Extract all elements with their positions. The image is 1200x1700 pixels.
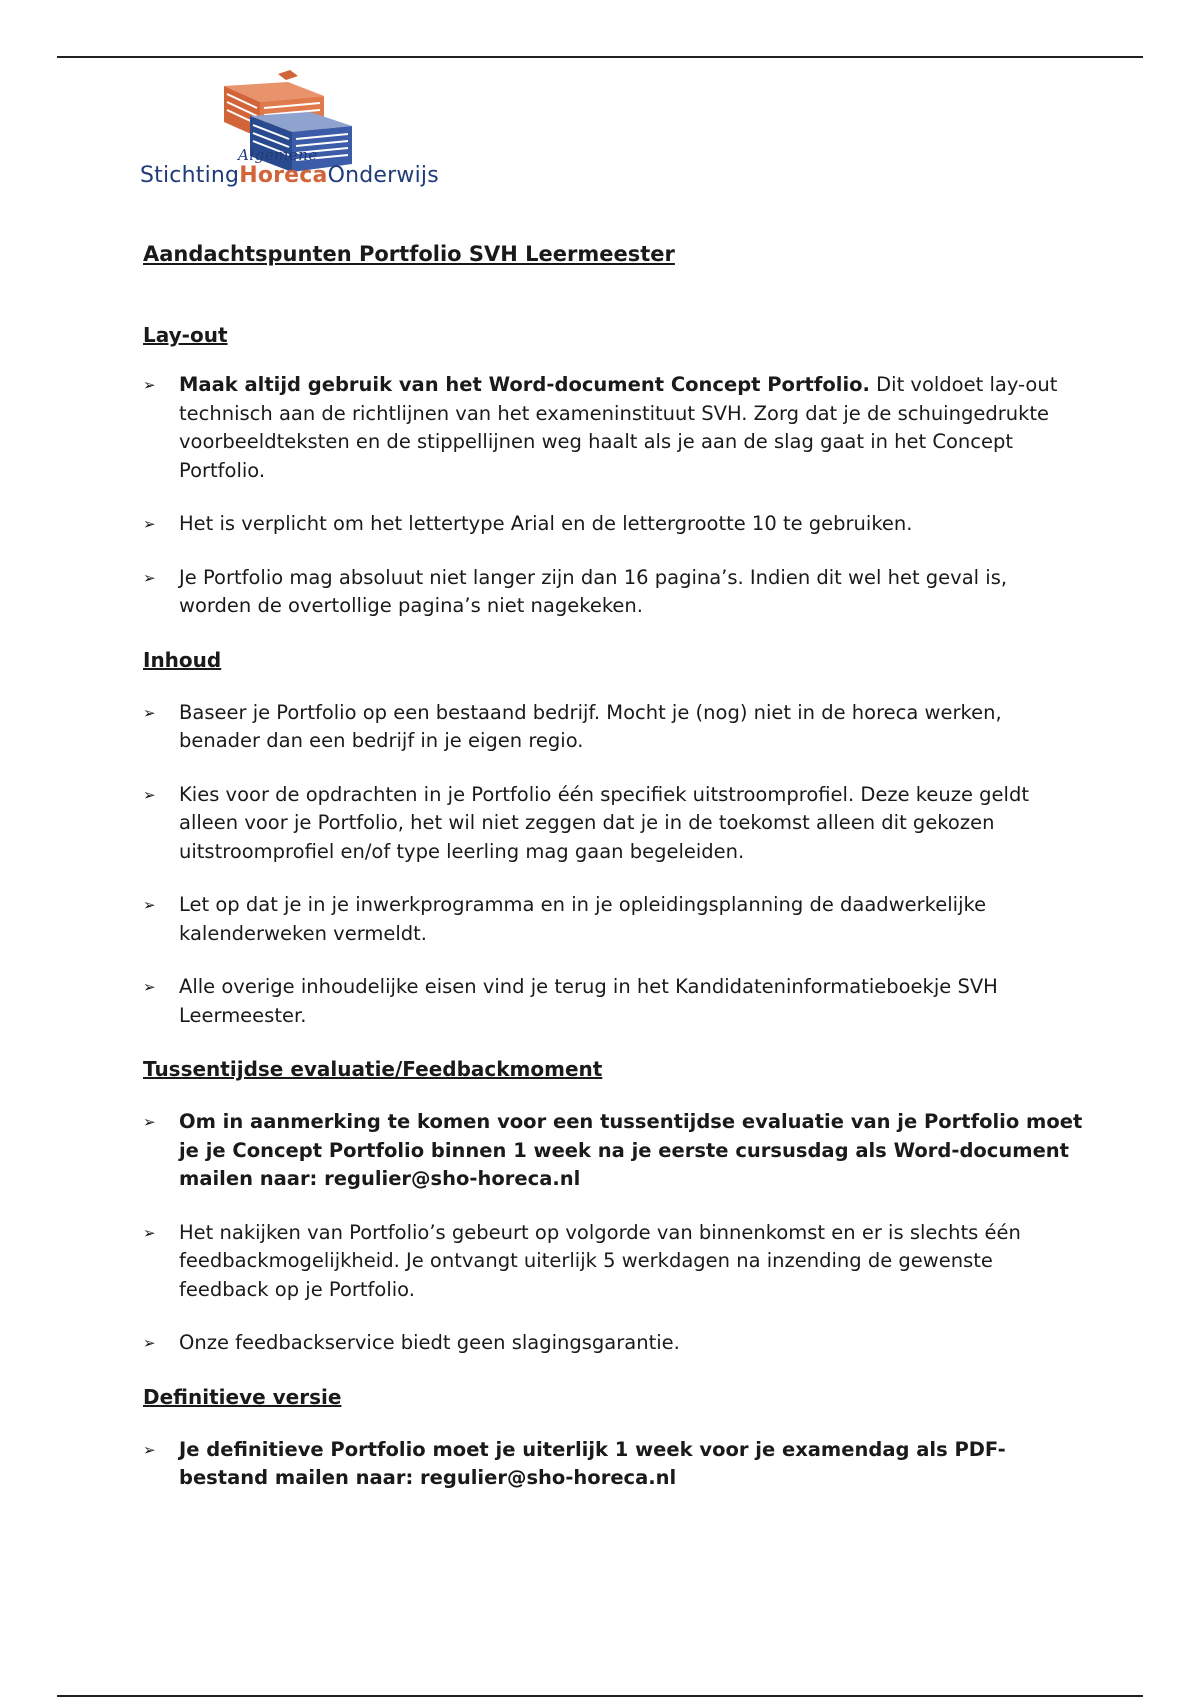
- item-text: Het is verplicht om het lettertype Arial en de lettergrootte 10 te gebruiken.: [179, 512, 913, 535]
- section-heading-evaluatie: Tussentijdse evaluatie/Feedbackmoment: [143, 1057, 603, 1081]
- item-bold-text: Om in aanmerking te komen voor een tussentijdse evaluatie van je Portfolio moet je je Concept Portfolio binnen 1 week na je eerste cursusdag als Word-document mailen naar: regulier@sho-horeca.nl: [179, 1110, 1083, 1190]
- list-item: [143, 973, 1083, 1030]
- section-list-definitief: [143, 1436, 1083, 1493]
- list-item: [143, 564, 1083, 621]
- arrow-bullet-icon: ➢: [143, 703, 156, 722]
- item-text: Het nakijken van Portfolio’s gebeurt op volgorde van binnenkomst en er is slechts één feedbackmogelijkheid. Je ontvangt uiterlijk 5 werkdagen na inzending de gewenste feedback op je Portfolio.: [179, 1220, 1021, 1301]
- list-item: [143, 891, 1083, 948]
- arrow-bullet-icon: ➢: [143, 978, 156, 996]
- logo-script-text: Algemene: [238, 146, 318, 164]
- arrow-bullet-icon: ➢: [143, 1440, 156, 1459]
- section-heading-inhoud: Inhoud: [143, 647, 222, 672]
- top-rule: [57, 56, 1143, 58]
- list-item: [143, 1219, 1083, 1305]
- organization-logo: [138, 68, 448, 193]
- arrow-bullet-icon: ➢: [143, 896, 156, 914]
- item-text: Onze feedbackservice biedt geen slagingsgarantie.: [179, 1331, 680, 1354]
- item-bold-text: Je definitieve Portfolio moet je uiterlijk 1 week voor je examendag als PDF-bestand mailen naar: regulier@sho-horeca.nl: [179, 1437, 1006, 1489]
- section-list-evaluatie: [143, 1108, 1083, 1358]
- list-item: [143, 781, 1083, 867]
- arrow-bullet-icon: ➢: [143, 785, 156, 804]
- arrow-bullet-icon: ➢: [143, 568, 156, 587]
- item-text: Dit voldoet lay-out technisch aan de richtlijnen van het exameninstituut SVH. Zorg dat je de schuingedrukte voorbeeldteksten en de stippellijnen weg haalt als je aan de slag gaat in het Concept Portfolio.: [179, 373, 1058, 482]
- section-heading-layout: Lay-out: [143, 323, 228, 347]
- list-item: [143, 699, 1083, 756]
- item-bold-text: Maak altijd gebruik van het Word-document Concept Portfolio.: [179, 373, 870, 396]
- list-item: [143, 371, 1083, 485]
- list-item: [143, 1108, 1083, 1194]
- logo-wordmark: [140, 163, 439, 188]
- arrow-bullet-icon: ➢: [143, 1113, 156, 1131]
- item-text: Alle overige inhoudelijke eisen vind je terug in het Kandidateninformatieboekje SVH Leermeester.: [179, 975, 998, 1027]
- logo-wordmark-part3: Onderwijs: [327, 163, 439, 188]
- arrow-bullet-icon: ➢: [143, 515, 156, 533]
- logo-wordmark-part1: Stichting: [140, 163, 240, 188]
- item-text: Kies voor de opdrachten in je Portfolio één specifiek uitstroomprofiel. Deze keuze geldt alleen voor je Portfolio, het wil niet zeggen dat je in de toekomst alleen dit gekozen uitstroomprofiel en/of type leerling mag gaan begeleiden.: [179, 782, 1029, 863]
- section-list-inhoud: [143, 699, 1083, 1031]
- list-item: [143, 510, 1083, 539]
- section-heading-definitief: Definitieve versie: [143, 1384, 342, 1409]
- bottom-rule: [57, 1695, 1143, 1697]
- logo-wordmark-part2: Horeca: [239, 163, 328, 188]
- arrow-bullet-icon: ➢: [143, 1223, 156, 1242]
- item-text: Baseer je Portfolio op een bestaand bedrijf. Mocht je (nog) niet in de horeca werken, benader dan een bedrijf in je eigen regio.: [179, 700, 1002, 752]
- document-body: [143, 240, 1083, 1493]
- section-list-layout: [143, 371, 1083, 621]
- item-text: Je Portfolio mag absoluut niet langer zijn dan 16 pagina’s. Indien dit wel het geval is, worden de overtollige pagina’s niet nagekeken.: [179, 565, 1008, 617]
- document-title: Aandachtspunten Portfolio SVH Leermeester: [143, 242, 675, 266]
- list-item: [143, 1436, 1083, 1493]
- arrow-bullet-icon: ➢: [143, 1334, 156, 1352]
- item-text: Let op dat je in je inwerkprogramma en in je opleidingsplanning de daadwerkelijke kalenderweken vermeldt.: [179, 893, 987, 945]
- list-item: [143, 1329, 1083, 1358]
- arrow-bullet-icon: ➢: [143, 376, 156, 394]
